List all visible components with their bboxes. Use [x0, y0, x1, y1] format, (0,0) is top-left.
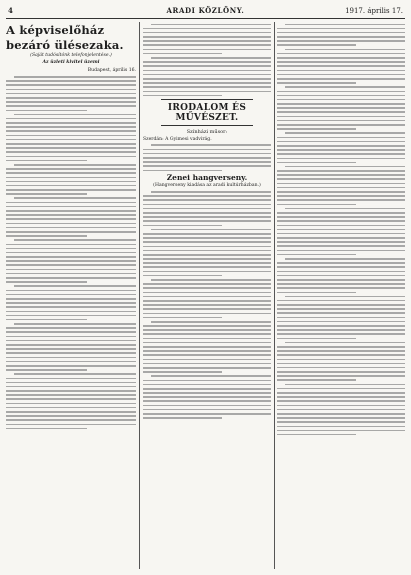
paragraph: [277, 384, 405, 436]
paragraph: [143, 57, 271, 96]
paragraph: [143, 191, 271, 226]
concert-subheading: (Hangverseny kiadása az aradi kultúrházban.): [153, 183, 261, 189]
paragraph: [6, 239, 136, 282]
paragraph: [6, 76, 136, 111]
article-title-line-2: bezáró ülésezaka.: [6, 38, 124, 52]
column-2: [143, 22, 271, 569]
paragraph: [277, 132, 405, 163]
paragraph: [277, 296, 405, 339]
paragraph: [277, 166, 405, 205]
article-subtitle-2: Az üzleti kivitel üzemi: [42, 60, 100, 65]
paragraph: [143, 375, 271, 418]
column-1: [6, 22, 136, 569]
column-divider: [274, 22, 275, 569]
paragraph: [6, 285, 136, 320]
paragraph: [143, 144, 271, 171]
issue-date: 1917. április 17.: [345, 7, 403, 15]
paragraph: [6, 323, 136, 371]
article-title-line-1: A képviselőház: [6, 23, 105, 37]
section-rule: [161, 99, 253, 100]
article-body: [143, 144, 271, 171]
article-dateline: Budapest, április 16.: [87, 68, 136, 73]
page-number: 4: [8, 6, 13, 15]
paragraph: [6, 164, 136, 195]
column-divider: [139, 22, 140, 569]
paragraph: [6, 114, 136, 162]
column-3: [277, 22, 405, 569]
concert-heading: Zenei hangverseny.: [166, 173, 248, 183]
paragraph: [143, 279, 271, 318]
article-body: [143, 24, 271, 97]
paragraph: [277, 49, 405, 84]
article-subtitle: (Saját tudósítónk telefonjelentése.): [30, 53, 112, 58]
paragraph: [277, 258, 405, 293]
section-title: IRODALOM ÉS MŰVÉSZET.: [167, 102, 247, 123]
page-header: [6, 4, 405, 19]
paragraph: [143, 321, 271, 373]
article-body: [143, 191, 271, 419]
theater-program-label: Színházi műsor:: [186, 128, 228, 135]
paragraph: [143, 229, 271, 277]
paragraph: [6, 197, 136, 236]
paragraph: [143, 24, 271, 55]
theater-program-line: Szerdán: A Gyimesi vadvirág.: [143, 136, 212, 142]
newspaper-name: ARADI KÖZLÖNY.: [166, 6, 245, 15]
paragraph: [277, 208, 405, 256]
section-rule: [161, 125, 253, 126]
article-body: [277, 24, 405, 436]
paragraph: [277, 86, 405, 129]
paragraph: [277, 342, 405, 381]
article-body: [6, 76, 136, 429]
paragraph: [277, 24, 405, 47]
paragraph: [6, 373, 136, 429]
